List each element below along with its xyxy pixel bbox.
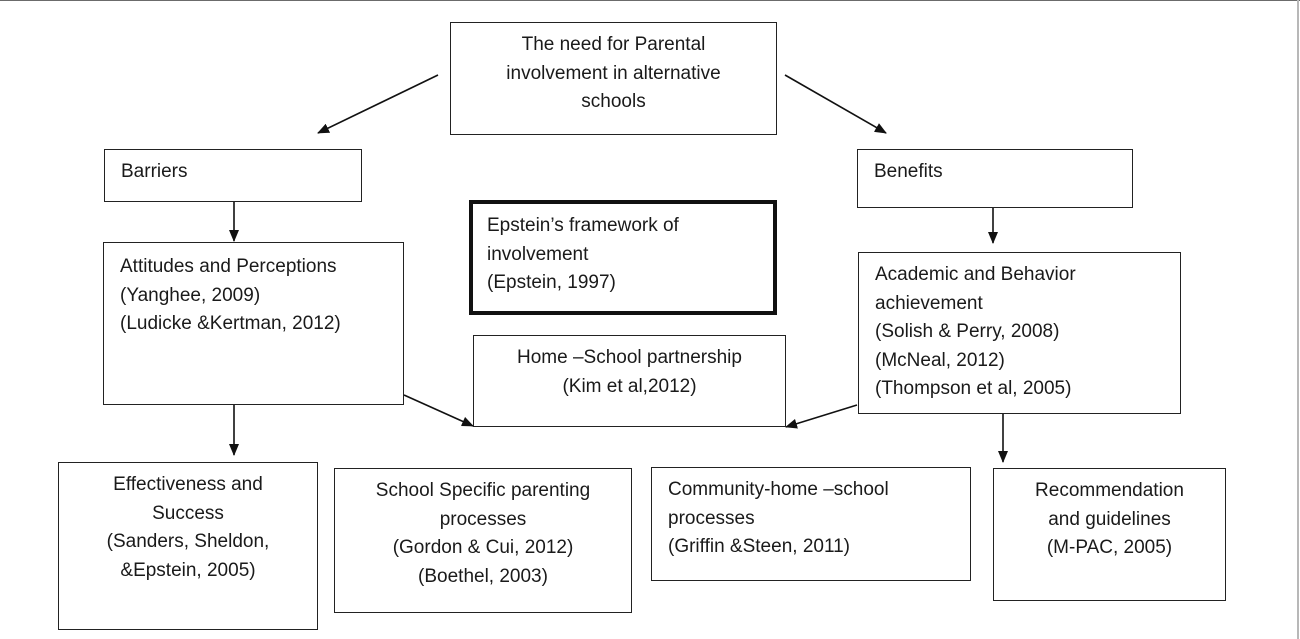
school-specific-line-4: (Boethel, 2003) [418, 565, 548, 587]
arrow-need-to-barriers [318, 75, 438, 133]
epstein-line-2: involvement [487, 243, 589, 265]
need-line-3: schools [581, 91, 646, 112]
academic-line-4: (McNeal, 2012) [875, 349, 1005, 371]
home-school-line-2: (Kim et al,2012) [562, 375, 697, 397]
effectiveness-line-3: (Sanders, Sheldon, [106, 531, 270, 552]
recommendation-line-3: (M-PAC, 2005) [1046, 537, 1173, 558]
home-school-line-1: Home –School partnership [517, 347, 742, 368]
epstein-line-3: (Epstein, 1997) [487, 272, 616, 293]
need-box [450, 22, 777, 135]
effectiveness-line-4: &Epstein, 2005) [120, 559, 256, 581]
benefits-label: Benefits [874, 161, 943, 182]
attitudes-line-3: (Ludicke &Kertman, 2012) [120, 313, 341, 334]
academic-line-1: Academic and Behavior [875, 264, 1076, 285]
effectiveness-line-1: Effectiveness and [113, 474, 263, 495]
community-line-1: Community-home –school [668, 479, 889, 500]
attitudes-box [103, 242, 404, 405]
barriers-box [104, 149, 362, 202]
academic-line-2: achievement [875, 292, 983, 314]
effectiveness-box [58, 462, 318, 630]
community-line-3: (Griffin &Steen, 2011) [668, 536, 851, 557]
benefits-box [857, 149, 1133, 208]
school-specific-line-1: School Specific parenting [375, 480, 591, 501]
academic-box [858, 252, 1181, 414]
epstein-framework-box [469, 200, 777, 315]
recommendation-line-2: and guidelines [1048, 508, 1171, 530]
community-box [651, 467, 971, 581]
academic-line-5: (Thompson et al, 2005) [875, 378, 1072, 399]
school-specific-box [334, 468, 632, 613]
school-specific-line-3: (Gordon & Cui, 2012) [392, 537, 574, 558]
community-line-2: processes [668, 507, 755, 529]
arrow-academic-to-home-school [786, 405, 857, 427]
recommendation-box [993, 468, 1226, 601]
effectiveness-line-2: Success [152, 502, 224, 524]
arrow-attitudes-to-home-school [404, 395, 473, 426]
school-specific-line-2: processes [439, 508, 527, 530]
academic-line-3: (Solish & Perry, 2008) [875, 321, 1060, 342]
home-school-box [473, 335, 786, 427]
attitudes-line-2: (Yanghee, 2009) [120, 284, 261, 306]
need-line-2: involvement in alternative [506, 62, 721, 84]
need-line-1: The need for Parental [521, 34, 706, 55]
recommendation-line-1: Recommendation [1035, 480, 1184, 501]
barriers-label: Barriers [121, 161, 188, 182]
arrow-need-to-benefits [785, 75, 886, 133]
attitudes-line-1: Attitudes and Perceptions [120, 256, 337, 277]
epstein-line-1: Epstein’s framework of [487, 215, 679, 236]
